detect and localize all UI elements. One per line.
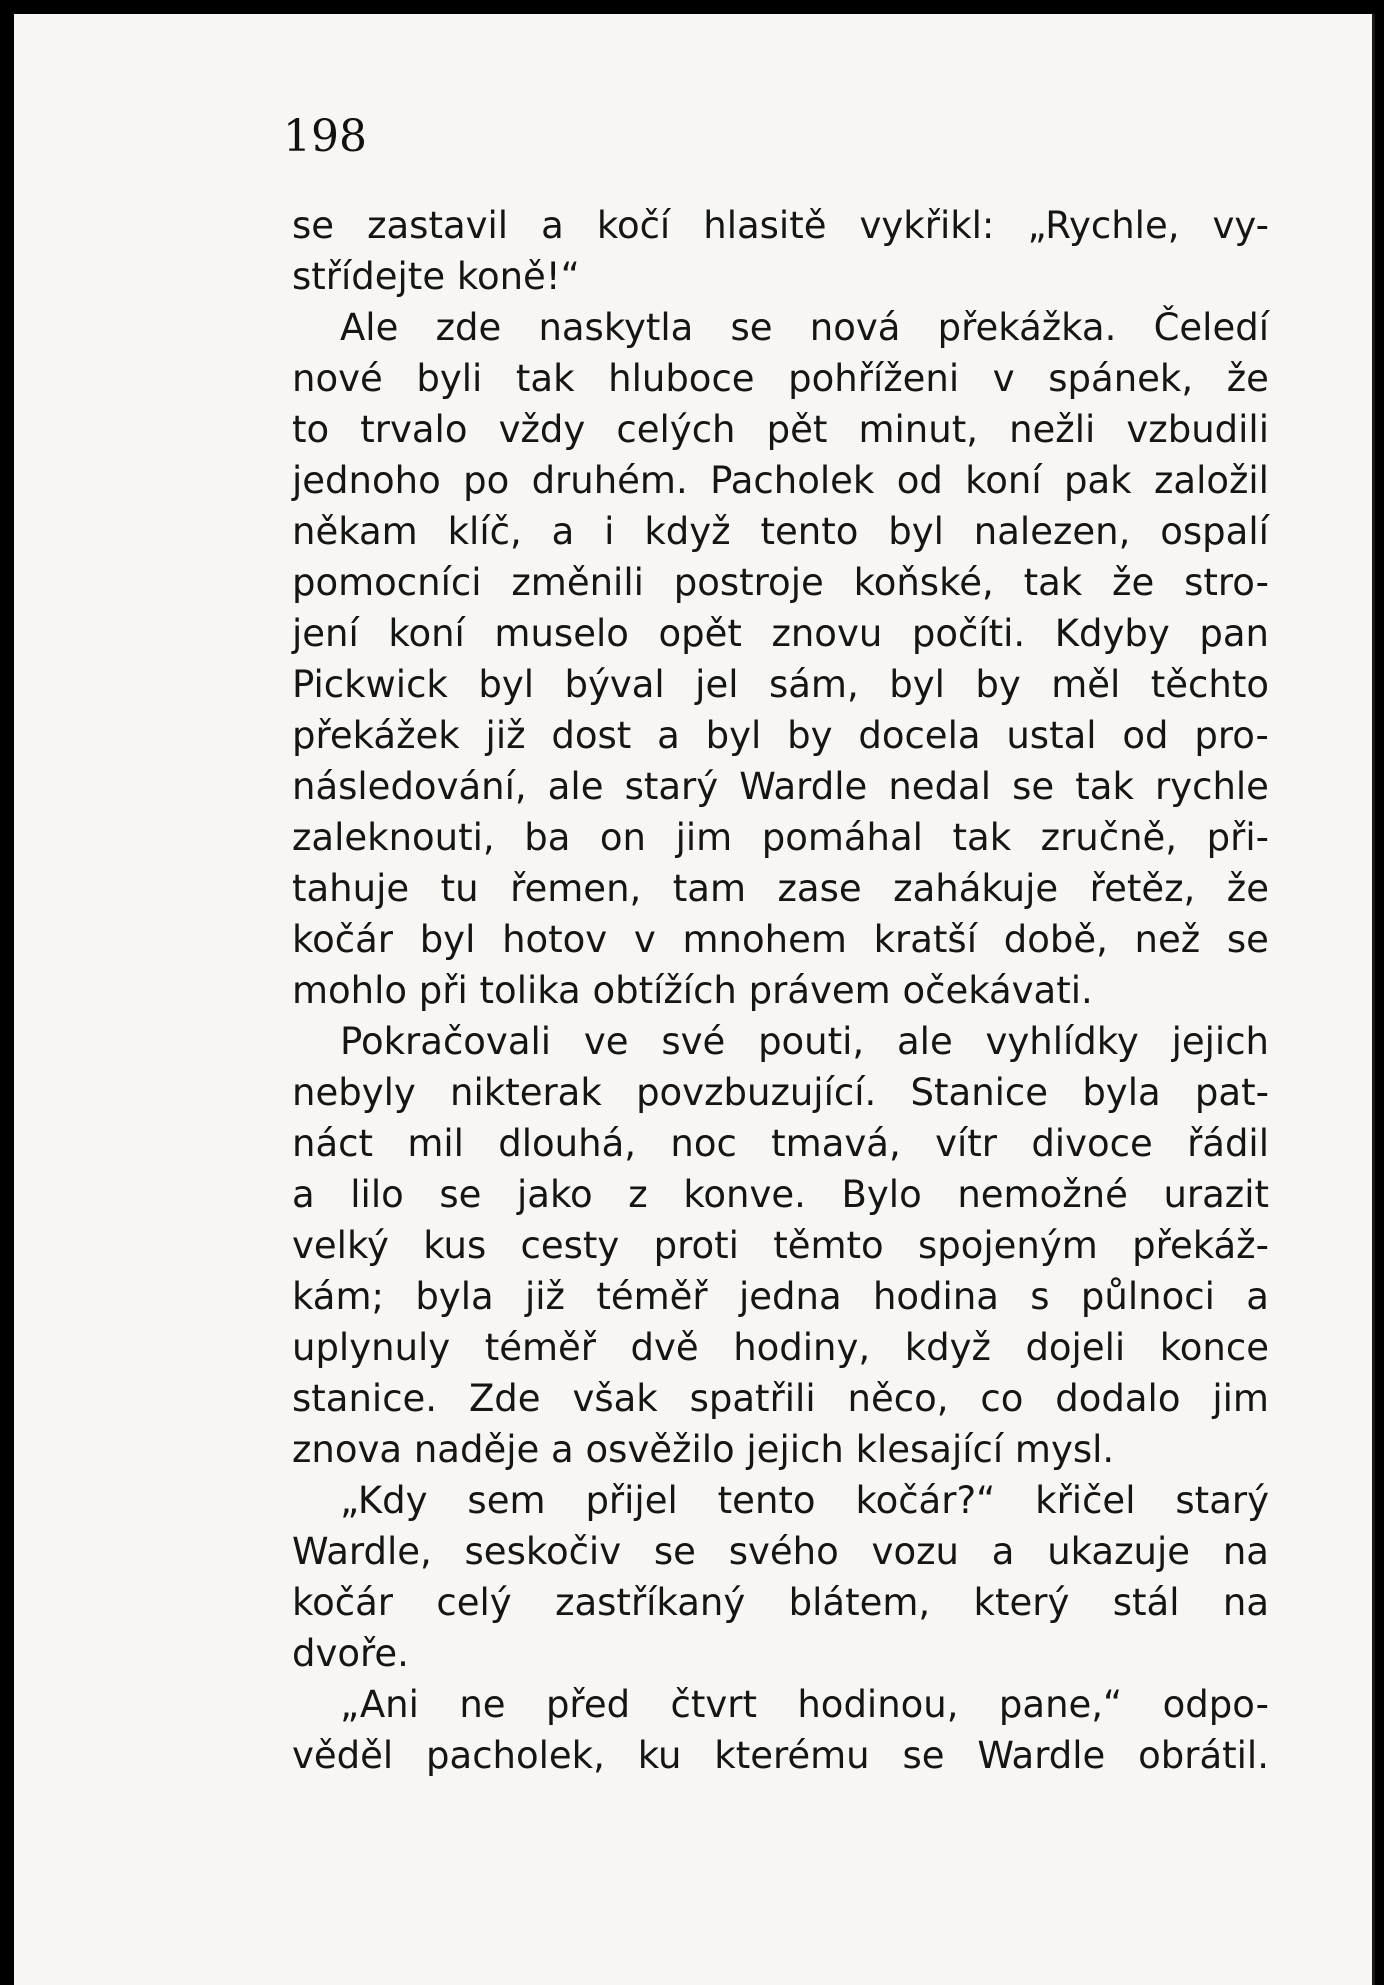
word: se <box>1012 765 1055 808</box>
word: z <box>628 1173 648 1216</box>
word: který <box>973 1581 1070 1624</box>
word: jim <box>675 816 733 859</box>
word: jim <box>1212 1377 1269 1420</box>
word: hlasitě <box>703 204 827 247</box>
word: stro- <box>1184 561 1269 604</box>
word: na <box>1222 1581 1269 1624</box>
word: a <box>551 510 575 553</box>
word: před <box>545 1683 631 1726</box>
word: ku <box>637 1734 682 1777</box>
word: od <box>896 459 943 502</box>
word: se <box>1226 918 1269 961</box>
word: překáž- <box>1132 1224 1269 1267</box>
word: urazit <box>1163 1173 1269 1216</box>
word: nová <box>809 306 901 349</box>
text-line <box>292 200 1269 251</box>
word: stanice. <box>292 1377 438 1420</box>
word: pan <box>1199 612 1269 655</box>
word: koní <box>965 459 1042 502</box>
word: noc <box>670 1122 737 1165</box>
word: trvalo <box>360 408 468 451</box>
word: se <box>292 204 335 247</box>
text-line <box>292 404 1269 455</box>
word: minut, <box>858 408 978 451</box>
word: ospalí <box>1160 510 1269 553</box>
word: řádil <box>1187 1122 1269 1165</box>
word: a <box>657 714 680 757</box>
text-line <box>292 812 1269 863</box>
word: svého <box>728 1530 839 1573</box>
text-line <box>292 506 1269 557</box>
word: starý <box>1175 1479 1269 1522</box>
text-line <box>292 1730 1269 1781</box>
word: na <box>1222 1530 1269 1573</box>
text-line <box>292 659 1269 710</box>
word: od <box>1122 714 1169 757</box>
word: jejich <box>1171 1020 1269 1063</box>
word: že <box>1226 357 1269 400</box>
word: zastříkaný <box>555 1581 746 1624</box>
word: jel <box>695 663 739 706</box>
word: hluboce <box>608 357 755 400</box>
word: seskočiv <box>464 1530 622 1573</box>
word: obrátil. <box>1138 1734 1269 1777</box>
word: pak <box>1064 459 1132 502</box>
text-line <box>292 608 1269 659</box>
text-line <box>292 1373 1269 1424</box>
word: byla <box>415 1275 494 1318</box>
word: vy- <box>1212 204 1269 247</box>
word: kám; <box>292 1275 384 1318</box>
word: ale <box>896 1020 953 1063</box>
word: dodalo <box>1055 1377 1181 1420</box>
word: vykřikl: <box>859 204 995 247</box>
word: spatřili <box>689 1377 816 1420</box>
word: se <box>902 1734 945 1777</box>
word: Bylo <box>841 1173 922 1216</box>
word: „Kdy <box>340 1479 428 1522</box>
word: tak <box>1023 561 1083 604</box>
word: druhém. <box>531 459 688 502</box>
word: nalezen, <box>973 510 1131 553</box>
word: i <box>604 510 615 553</box>
word: celý <box>436 1581 512 1624</box>
word: Zde <box>468 1377 541 1420</box>
word: konve. <box>683 1173 806 1216</box>
word: ve <box>583 1020 629 1063</box>
word: naskytla <box>538 306 694 349</box>
word: odpo- <box>1162 1683 1269 1726</box>
word: tahuje <box>292 867 410 910</box>
word: dvě <box>630 1326 699 1369</box>
word: Ale <box>340 306 399 349</box>
word: byl <box>889 663 945 706</box>
word: již <box>485 714 526 757</box>
word: zahákuje <box>893 867 1059 910</box>
text-line <box>292 1271 1269 1322</box>
word: nebyly <box>292 1071 416 1114</box>
text-line <box>292 455 1269 506</box>
text-line <box>292 1169 1269 1220</box>
word: sám, <box>768 663 859 706</box>
word: kočí <box>596 204 671 247</box>
word: vyhlídky <box>985 1020 1139 1063</box>
word: Kdyby <box>1054 612 1170 655</box>
word: a <box>991 1530 1015 1573</box>
word: celých <box>616 408 736 451</box>
word: ustal <box>1006 714 1097 757</box>
word: něco, <box>847 1377 949 1420</box>
word: křičel <box>1035 1479 1136 1522</box>
word: se <box>730 306 773 349</box>
word: se <box>653 1530 696 1573</box>
word: spánek, <box>1048 357 1194 400</box>
word: a <box>541 204 564 247</box>
text-line <box>292 1475 1269 1526</box>
page-number: 198 <box>283 111 367 162</box>
word: tento <box>717 1479 816 1522</box>
word: když <box>904 1326 991 1369</box>
word: hodinou, <box>797 1683 959 1726</box>
word: tmavá, <box>771 1122 901 1165</box>
text-line <box>292 863 1269 914</box>
word: uplynuly <box>292 1326 451 1369</box>
word: se <box>439 1173 482 1216</box>
word: konce <box>1159 1326 1269 1369</box>
word: kratší <box>873 918 977 961</box>
word: jednoho <box>292 459 441 502</box>
word: byl <box>888 510 944 553</box>
word: proti <box>653 1224 739 1267</box>
word: kus <box>423 1224 487 1267</box>
word: to <box>292 408 330 451</box>
word: ne <box>459 1683 506 1726</box>
word: době, <box>1003 918 1108 961</box>
word: jedna <box>738 1275 842 1318</box>
word: náct <box>292 1122 373 1165</box>
word: pro- <box>1194 714 1269 757</box>
word: počíti. <box>911 612 1026 655</box>
word: řetěz, <box>1089 867 1196 910</box>
word: po <box>463 459 510 502</box>
word: nemožné <box>957 1173 1128 1216</box>
word: cesty <box>520 1224 620 1267</box>
word: opět <box>658 612 742 655</box>
word: ukazuje <box>1047 1530 1191 1573</box>
word: býval <box>564 663 665 706</box>
word: dlouhá, <box>498 1122 637 1165</box>
word: a <box>292 1173 315 1216</box>
word: znovu <box>771 612 883 655</box>
word: řemen, <box>510 867 642 910</box>
word: pohříženi <box>788 357 960 400</box>
word: zaleknouti, <box>292 816 495 859</box>
word: dojeli <box>1025 1326 1126 1369</box>
word: Wardle, <box>292 1530 432 1573</box>
word: postroje <box>673 561 824 604</box>
word: vzbudili <box>1126 408 1269 451</box>
word: překážek <box>292 714 460 757</box>
word: pomocníci <box>292 561 482 604</box>
word: tak <box>515 357 575 400</box>
word: hodina <box>872 1275 999 1318</box>
word: tam <box>672 867 747 910</box>
word: pomáhal <box>761 816 923 859</box>
word: ba <box>524 816 571 859</box>
word: by <box>787 714 833 757</box>
word: když <box>644 510 731 553</box>
word: by <box>975 663 1021 706</box>
word: a <box>1246 1275 1269 1318</box>
word: již <box>525 1275 565 1318</box>
word: věděl <box>292 1734 394 1777</box>
word: kočár?“ <box>855 1479 996 1522</box>
text-line <box>292 1322 1269 1373</box>
text-line: střídejte koně!“ <box>292 255 580 298</box>
word: lilo <box>350 1173 404 1216</box>
word: klíč, <box>447 510 522 553</box>
text-line <box>292 557 1269 608</box>
page-edge <box>1372 14 1375 1985</box>
word: než <box>1134 918 1201 961</box>
word: hotov <box>502 918 608 961</box>
word: rychle <box>1155 765 1269 808</box>
word: nové <box>292 357 383 400</box>
word: vždy <box>498 408 586 451</box>
word: povzbuzující. <box>636 1071 877 1114</box>
word: jení <box>292 612 359 655</box>
text-line <box>292 302 1269 353</box>
word: těchto <box>1150 663 1269 706</box>
word: tento <box>760 510 859 553</box>
word: nikterak <box>450 1071 602 1114</box>
text-line <box>292 1220 1269 1271</box>
word: těmto <box>773 1224 884 1267</box>
word: v <box>633 918 656 961</box>
word: pět <box>766 408 828 451</box>
word: Pokračovali <box>340 1020 552 1063</box>
word: pane,“ <box>998 1683 1123 1726</box>
word: někam <box>292 510 418 553</box>
word: následování, <box>292 765 527 808</box>
text-line <box>292 914 1269 965</box>
text-line <box>292 761 1269 812</box>
word: mnohem <box>682 918 847 961</box>
word: kterému <box>714 1734 870 1777</box>
word: vozu <box>871 1530 959 1573</box>
word: Pacholek <box>710 459 875 502</box>
word: tak <box>1075 765 1134 808</box>
word: byli <box>416 357 483 400</box>
text-line <box>292 1118 1269 1169</box>
body-text <box>292 200 1269 1781</box>
word: při- <box>1206 816 1269 859</box>
text-line <box>292 1577 1269 1628</box>
word: starý <box>624 765 719 808</box>
word: sem <box>467 1479 546 1522</box>
word: měl <box>1051 663 1121 706</box>
word: změnili <box>511 561 644 604</box>
word: přijel <box>585 1479 678 1522</box>
word: půlnoci <box>1080 1275 1215 1318</box>
word: mil <box>407 1122 464 1165</box>
word: založil <box>1153 459 1269 502</box>
word: však <box>572 1377 658 1420</box>
word: Stanice <box>910 1071 1049 1114</box>
word: téměř <box>596 1275 708 1318</box>
text-line <box>292 1016 1269 1067</box>
word: dost <box>551 714 632 757</box>
word: překážka. <box>937 306 1117 349</box>
word: s <box>1030 1275 1050 1318</box>
word: vítr <box>935 1122 997 1165</box>
word: tak <box>952 816 1012 859</box>
text-line <box>292 1526 1269 1577</box>
word: nežli <box>1009 408 1096 451</box>
word: zde <box>435 306 502 349</box>
word: byl <box>705 714 762 757</box>
word: velký <box>292 1224 389 1267</box>
word: v <box>992 357 1015 400</box>
word: koňské, <box>853 561 994 604</box>
word: docela <box>858 714 981 757</box>
word: čtvrt <box>670 1683 757 1726</box>
word: jako <box>517 1173 593 1216</box>
word: téměř <box>484 1326 597 1369</box>
text-line <box>292 1679 1269 1730</box>
word: stál <box>1112 1581 1180 1624</box>
word: ale <box>547 765 604 808</box>
word: pat- <box>1194 1071 1269 1114</box>
word: zručně, <box>1040 816 1178 859</box>
word: zastavil <box>367 204 509 247</box>
text-line: dvoře. <box>292 1632 409 1675</box>
word: pacholek, <box>426 1734 605 1777</box>
word: spojeným <box>917 1224 1098 1267</box>
word: že <box>1226 867 1269 910</box>
word: divoce <box>1031 1122 1153 1165</box>
word: pouti, <box>758 1020 865 1063</box>
word: blátem, <box>788 1581 931 1624</box>
word: on <box>599 816 647 859</box>
text-line: mohlo při tolika obtížích právem očekávati. <box>292 969 1093 1012</box>
word: nedal <box>888 765 992 808</box>
text-line: znova naděje a osvěžilo jejich klesající mysl. <box>292 1428 1115 1471</box>
text-line <box>292 353 1269 404</box>
word: „Rychle, <box>1027 204 1180 247</box>
text-line <box>292 710 1269 761</box>
word: byla <box>1082 1071 1161 1114</box>
word: Wardle <box>739 765 868 808</box>
word: Pickwick <box>292 663 448 706</box>
word: kočár <box>292 1581 393 1624</box>
word: byl <box>478 663 534 706</box>
word: zase <box>777 867 862 910</box>
word: co <box>980 1377 1024 1420</box>
word: hodiny, <box>733 1326 871 1369</box>
word: muselo <box>494 612 629 655</box>
word: že <box>1112 561 1155 604</box>
word: byl <box>419 918 476 961</box>
text-line <box>292 1067 1269 1118</box>
word: své <box>661 1020 726 1063</box>
word: kočár <box>292 918 393 961</box>
word: Wardle <box>977 1734 1106 1777</box>
word: „Ani <box>340 1683 419 1726</box>
word: koní <box>388 612 465 655</box>
word: tu <box>440 867 479 910</box>
word: Čeledí <box>1153 306 1269 349</box>
